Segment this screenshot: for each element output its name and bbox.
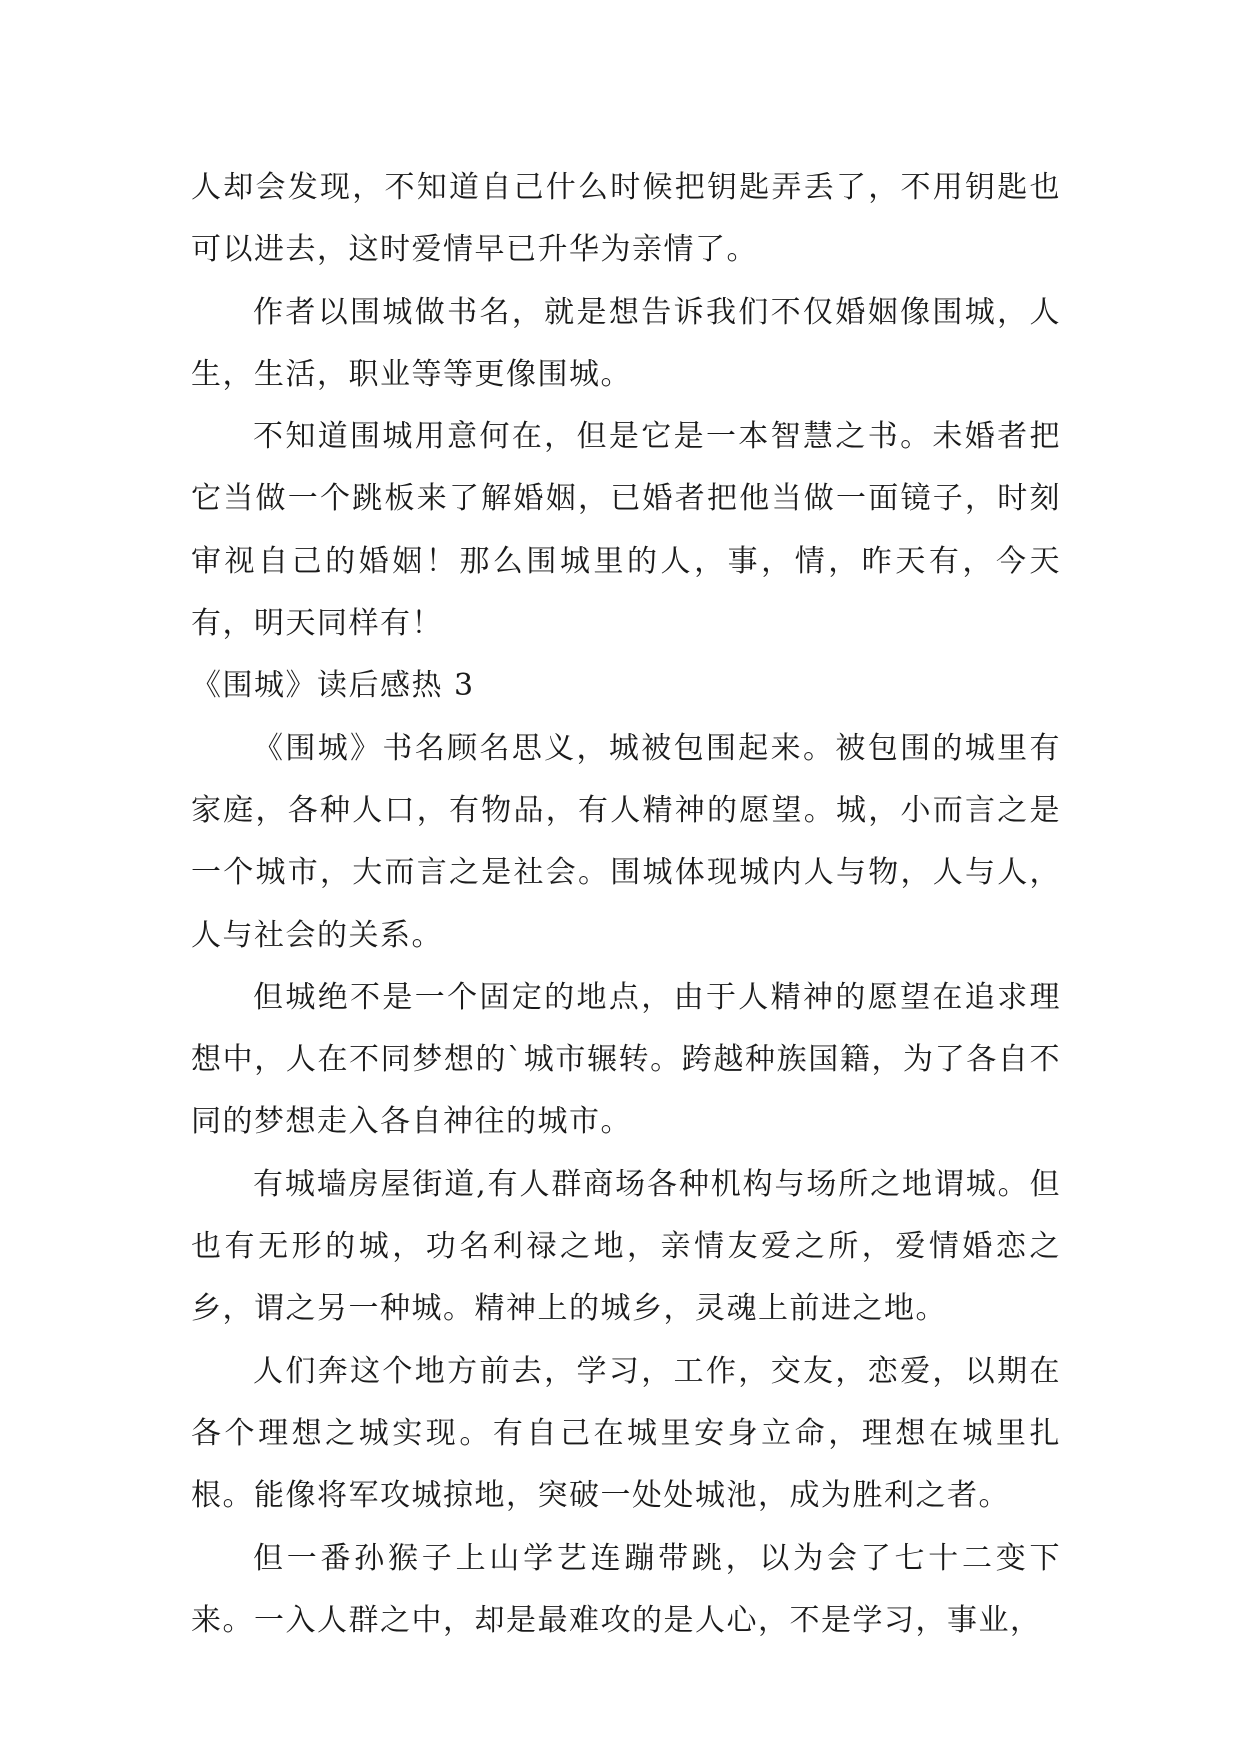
paragraph-2: 作者以围城做书名，就是想告诉我们不仅婚姻像围城，人生，生活，职业等等更像围城。 (191, 294, 1061, 392)
document-body (191, 157, 1061, 1652)
paragraph-8: 但一番孙猴子上山学艺连蹦带跳，以为会了七十二变下来。一入人群之中，却是最难攻的是人心，不是学习，事业， (191, 1540, 1061, 1638)
paragraph-5: 但城绝不是一个固定的地点，由于人精神的愿望在追求理想中，人在不同梦想的`城市辗转。跨越种族国籍，为了各自不同的梦想走入各自神往的城市。 (191, 979, 1061, 1140)
paragraph-4: 《围城》书名顾名思义，城被包围起来。被包围的城里有家庭，各种人口，有物品，有人精神的愿望。城，小而言之是一个城市，大而言之是社会。围城体现城内人与物，人与人，人与社会的关系。 (191, 730, 1061, 953)
paragraph-3: 不知道围城用意何在，但是它是一本智慧之书。未婚者把它当做一个跳板来了解婚姻，已婚者把他当做一面镜子，时刻审视自己的婚姻！那么围城里的人，事，情，昨天有，今天有，明天同样有！ (191, 419, 1061, 642)
paragraph-6: 有城墙房屋街道,有人群商场各种机构与场所之地谓城。但也有无形的城，功名利禄之地，亲情友爱之所，爱情婚恋之乡，谓之另一种城。精神上的城乡，灵魂上前进之地。 (191, 1166, 1061, 1327)
section-heading: 《围城》读后感热 3 (191, 668, 475, 704)
paragraph-1: 人却会发现，不知道自己什么时候把钥匙弄丢了，不用钥匙也可以进去，这时爱情早已升华为亲情了。 (191, 170, 1061, 268)
paragraph-7: 人们奔这个地方前去，学习，工作，交友，恋爱，以期在各个理想之城实现。有自己在城里安身立命，理想在城里扎根。能像将军攻城掠地，突破一处处城池，成为胜利之者。 (191, 1353, 1061, 1514)
